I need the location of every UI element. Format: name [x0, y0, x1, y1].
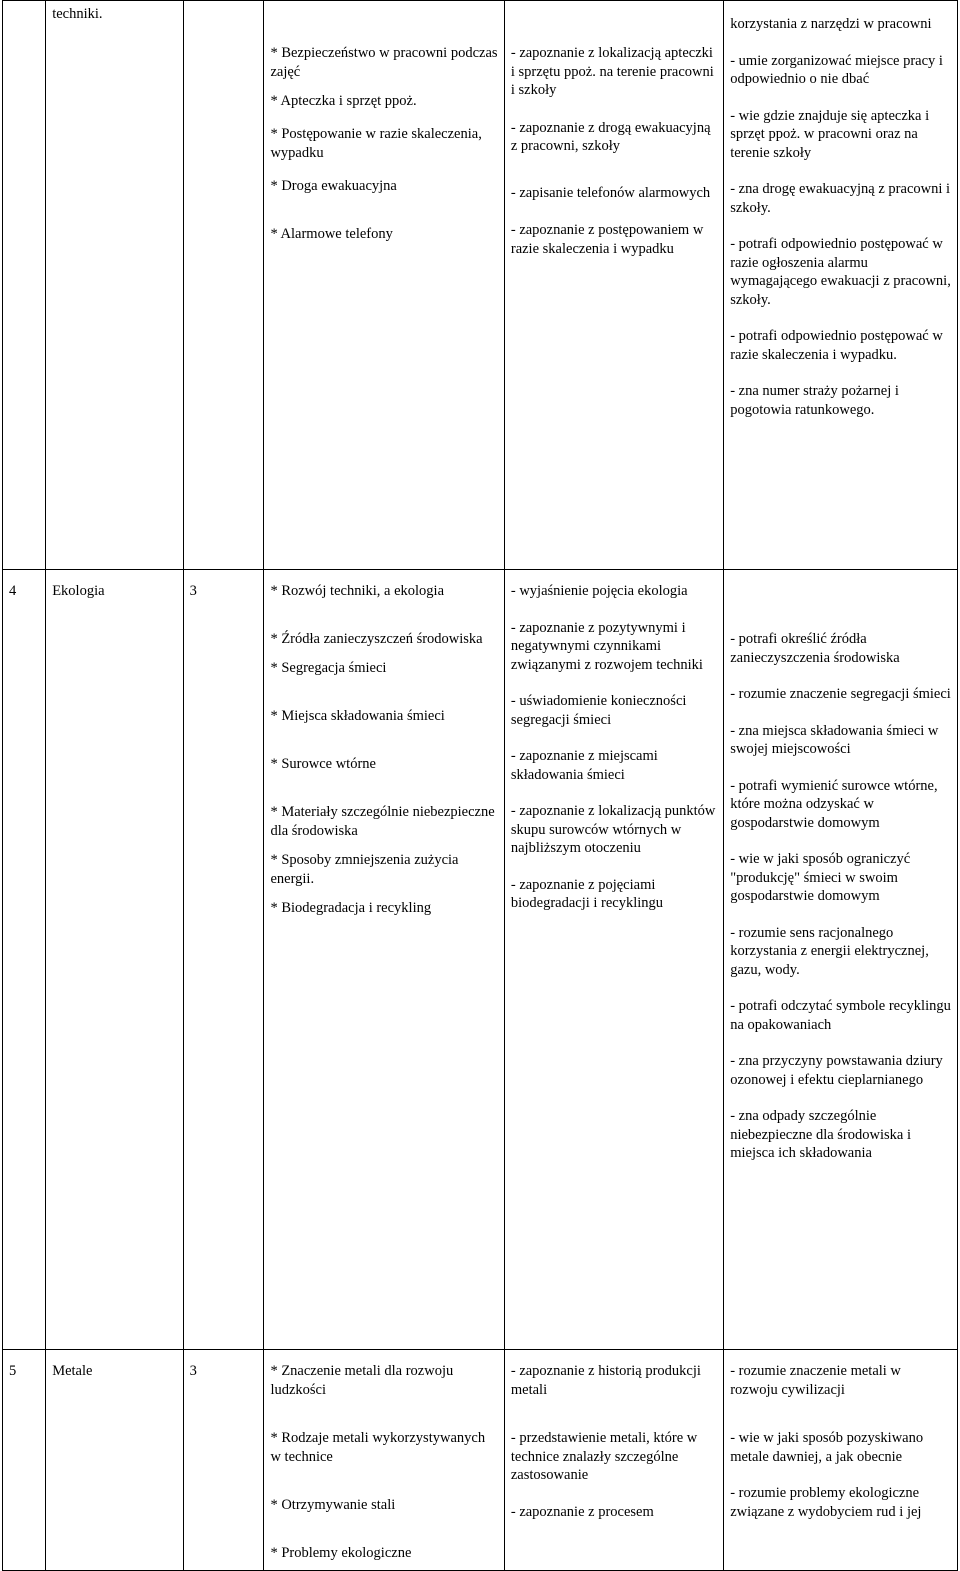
module-cell: [46, 1, 183, 570]
topic-item: * Materiały szczególnie niebezpieczne dla środowiska: [270, 804, 495, 839]
outcome-item: - rozumie znaczenie segregacji śmieci: [730, 686, 951, 702]
table-row: [3, 570, 958, 1350]
topic-item: * Postępowanie w razie skaleczenia, wypadku: [270, 126, 482, 161]
goal-item: - uświadomienie konieczności segregacji śmieci: [510, 693, 687, 728]
table-row: [3, 1350, 958, 1571]
topic-item: * Miejsca składowania śmieci: [270, 708, 445, 724]
goal-item: - wyjaśnienie pojęcia ekologia: [510, 583, 688, 599]
hours-cell: [183, 1, 264, 570]
goal-item: - zapisanie telefonów alarmowych: [510, 184, 711, 201]
module-name: techniki.: [52, 6, 103, 22]
lesson-number-cell: [3, 1, 46, 570]
outcomes-cell: [724, 1350, 958, 1571]
topic-item: * Apteczka i sprzęt ppoż.: [270, 93, 417, 109]
goal-item: - zapoznanie z pozytywnymi i negatywnymi czynnikami związanymi z rozwojem techniki: [510, 619, 703, 673]
goal-item: - zapoznanie z pojęciami biodegradacji i recyklingu: [510, 876, 664, 911]
lesson-number-cell: 4: [3, 570, 46, 1350]
outcome-item: - zna miejsca składowania śmieci w swojej miejscowości: [730, 722, 939, 757]
topic-item: * Problemy ekologiczne: [270, 1545, 412, 1561]
topic-item: * Sposoby zmniejszenia zużycia energii.: [270, 852, 459, 887]
outcome-item: - rozumie znaczenie metali w rozwoju cywilizacji: [730, 1363, 901, 1398]
goals-cell: [504, 1350, 723, 1571]
goal-item: - zapoznanie z drogą ewakuacyjną z pracowni, szkoły: [510, 119, 711, 154]
outcome-item: - zna numer straży pożarnej i pogotowia ratunkowego.: [730, 383, 899, 418]
goal-item: - przedstawienie metali, które w technice znalazły szczególne zastosowanie: [510, 1430, 698, 1483]
goals-cell: [504, 570, 723, 1350]
goal-item: - zapoznanie z procesem: [510, 1503, 654, 1520]
topic-item: * Bezpieczeństwo w pracowni podczas zajęć: [270, 45, 498, 80]
topic-item: * Rodzaje metali wykorzystywanych w technice: [270, 1430, 486, 1465]
topics-cell: [264, 570, 504, 1350]
topic-item: * Droga ewakuacyjna: [270, 178, 397, 194]
outcome-item: - potrafi wymienić surowce wtórne, które można odzyskać w gospodarstwie domowym: [730, 777, 938, 831]
topic-item: * Rozwój techniki, a ekologia: [270, 583, 445, 599]
goal-item: - zapoznanie z historią produkcji metali: [510, 1363, 701, 1398]
outcome-item: korzystania z narzędzi w pracowni: [730, 16, 932, 32]
module-cell: Ekologia: [46, 570, 183, 1350]
goal-item: - zapoznanie z postępowaniem w razie skaleczenia i wypadku: [510, 222, 704, 257]
goal-item: - zapoznanie z miejscami składowania śmieci: [510, 748, 658, 783]
topic-item: * Otrzymywanie stali: [270, 1497, 396, 1513]
hours-cell: 3: [183, 1350, 264, 1571]
outcome-item: - zna drogę ewakuacyjną z pracowni i szkoły.: [730, 181, 951, 216]
outcome-item: - wie w jaki sposób pozyskiwano metale dawniej, a jak obecnie: [730, 1430, 924, 1465]
topic-item: * Znaczenie metali dla rozwoju ludzkości: [270, 1363, 454, 1398]
topic-item: * Źródła zanieczyszczeń środowiska: [270, 631, 483, 647]
outcome-item: - zna odpady szczególnie niebezpieczne dla środowiska i miejsca ich składowania: [730, 1108, 911, 1161]
topic-item: * Surowce wtórne: [270, 756, 376, 772]
outcomes-cell: [724, 570, 958, 1350]
outcome-item: - zna przyczyny powstawania dziury ozonowej i efektu cieplarnianego: [730, 1053, 943, 1088]
outcome-item: - potrafi odpowiednio postępować w razie ogłoszenia alarmu wymagającego ewakuacji z pracowni, szkoły.: [730, 236, 951, 308]
topics-cell: [264, 1350, 504, 1571]
curriculum-table: [2, 0, 958, 1571]
outcomes-cell: [724, 1, 958, 570]
lesson-number-cell: 5: [3, 1350, 46, 1571]
goal-item: - zapoznanie z lokalizacją apteczki i sprzętu ppoż. na terenie pracowni i szkoły: [510, 45, 714, 98]
topic-item: * Segregacja śmieci: [270, 660, 387, 676]
table-row: [3, 1, 958, 570]
outcome-item: - potrafi określić źródła zanieczyszczenia środowiska: [730, 631, 900, 666]
outcome-item: - umie zorganizować miejsce pracy i odpowiednio o nie dbać: [730, 52, 943, 87]
topic-item: * Biodegradacja i recykling: [270, 900, 432, 916]
topic-item: * Alarmowe telefony: [270, 226, 393, 242]
hours-cell: 3: [183, 570, 264, 1350]
outcome-item: - rozumie problemy ekologiczne związane z wydobyciem rud i jej: [730, 1485, 922, 1520]
outcome-item: - potrafi odpowiednio postępować w razie skaleczenia i wypadku.: [730, 328, 943, 363]
module-cell: Metale: [46, 1350, 183, 1571]
outcome-item: - wie gdzie znajduje się apteczka i sprzęt ppoż. w pracowni oraz na terenie szkoły: [730, 107, 930, 161]
outcome-item: - wie w jaki sposób ograniczyć "produkcję" śmieci w swoim gospodarstwie domowym: [730, 851, 911, 904]
goals-cell: [504, 1, 723, 570]
outcome-item: - potrafi odczytać symbole recyklingu na opakowaniach: [730, 998, 951, 1033]
goal-item: - zapoznanie z lokalizacją punktów skupu surowców wtórnych w najbliższym otoczeniu: [510, 803, 716, 856]
outcome-item: - rozumie sens racjonalnego korzystania z energii elektrycznej, gazu, wody.: [730, 924, 929, 978]
topics-cell: [264, 1, 504, 570]
